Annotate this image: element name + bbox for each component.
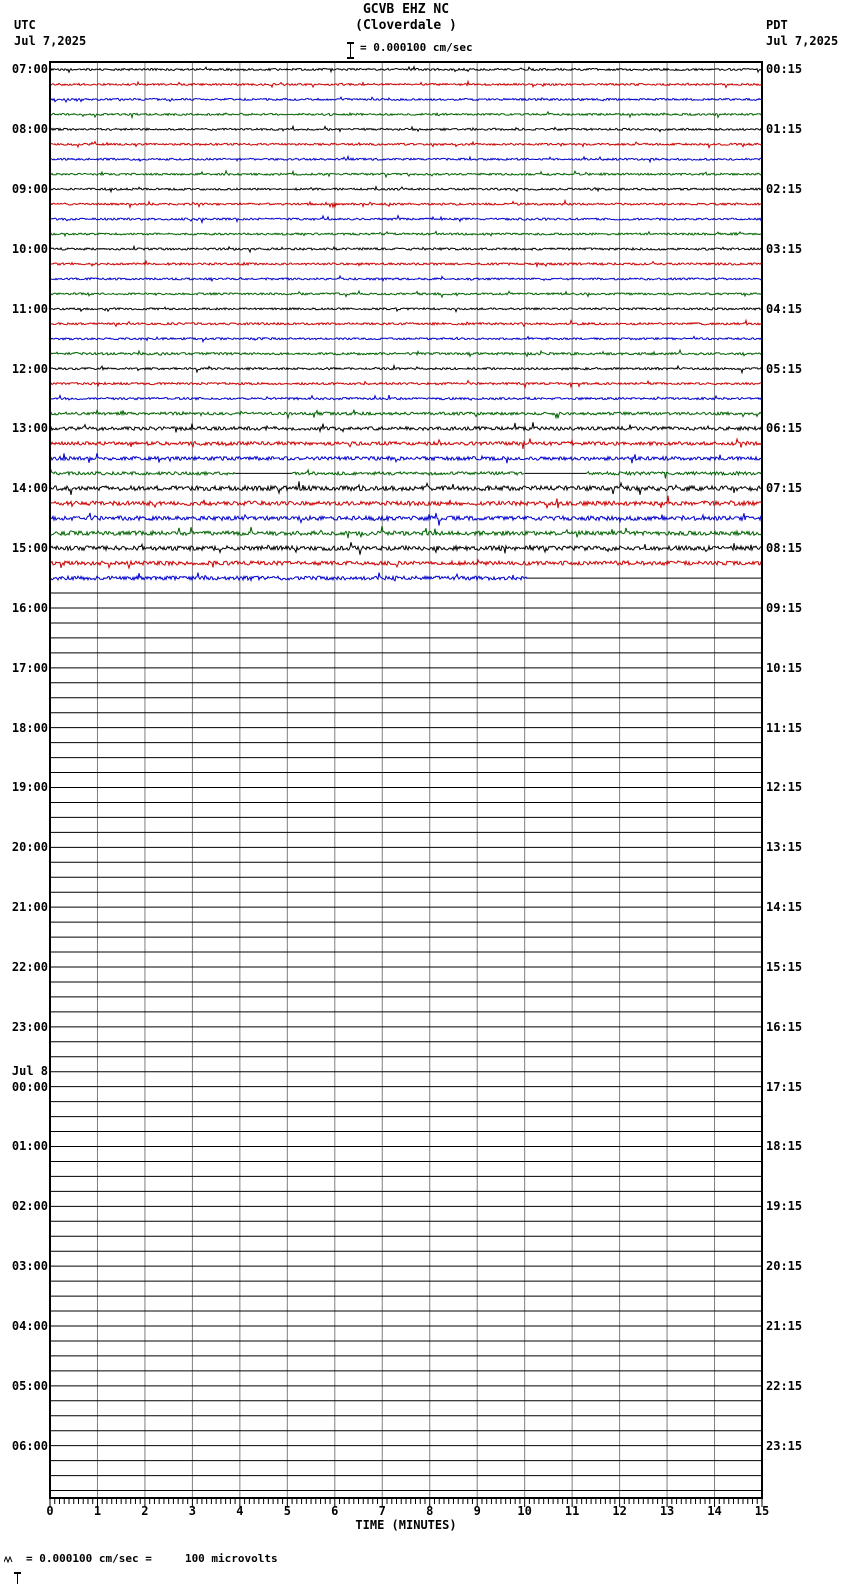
hour-label-right: 19:15 [766,1199,803,1214]
hour-label-right: 23:15 [766,1438,803,1453]
hour-label-right: 03:15 [766,241,803,256]
hour-label-right: 13:15 [766,840,803,855]
hour-label-left: 14:00 [11,481,48,496]
hour-label-left: 09:00 [11,182,48,197]
x-tick-label: 10 [517,1504,532,1518]
hour-label-right: 06:15 [766,421,803,436]
hour-label-left: 17:00 [11,660,48,675]
x-tick-label: 12 [612,1504,627,1518]
station-title: GCVB EHZ NC [362,2,450,17]
x-tick-label: 15 [754,1504,770,1518]
hour-label-left: 19:00 [11,780,48,795]
utc-label: UTC [14,18,36,32]
hour-label-left: 04:00 [11,1318,48,1333]
utc-date: Jul 7,2025 [14,34,87,48]
hour-label-left: 12:00 [11,361,48,376]
hour-label-left: 22:00 [11,959,48,974]
hour-label-right: 14:15 [766,900,803,915]
x-tick-label: 1 [93,1504,102,1518]
x-tick-label: 13 [659,1504,675,1518]
date-change-label: Jul 8 [11,1063,48,1078]
hour-label-left: 01:00 [11,1139,48,1154]
hour-label-right: 16:15 [766,1019,803,1034]
hour-label-left: 03:00 [11,1259,48,1274]
hour-label-left: 21:00 [11,900,48,915]
x-tick-label: 6 [331,1504,339,1518]
hour-label-left: 07:00 [11,62,48,77]
x-tick-label: 8 [426,1504,434,1518]
hour-label-right: 11:15 [766,720,803,735]
hour-label-left: 08:00 [11,122,48,137]
hour-label-right: 02:15 [766,182,803,197]
x-tick-label: 5 [283,1504,291,1518]
footer-note: = 0.000100 cm/sec = 100 microvolts [26,1552,278,1565]
hour-label-left: 05:00 [11,1378,48,1393]
hour-label-right: 08:15 [766,541,803,556]
hour-label-right: 01:15 [766,122,803,137]
hour-label-left: 13:00 [11,421,48,436]
hour-label-right: 12:15 [766,780,803,795]
hour-label-right: 00:15 [766,62,803,77]
hour-label-left: 16:00 [11,600,48,615]
hour-label-left: 00:00 [11,1079,48,1094]
hour-label-right: 09:15 [766,600,803,615]
pdt-label: PDT [766,18,788,32]
hour-label-left: 02:00 [11,1199,48,1214]
hour-label-left: 15:00 [11,541,48,556]
pdt-date: Jul 7,2025 [766,34,839,48]
x-tick-label: 11 [564,1504,580,1518]
hour-label-left: 06:00 [11,1438,48,1453]
x-tick-label: 0 [46,1504,54,1518]
hour-label-right: 20:15 [766,1259,803,1274]
hour-label-left: 23:00 [11,1019,48,1034]
location-subtitle: (Cloverdale ) [355,18,457,33]
x-tick-label: 14 [707,1504,722,1518]
hour-label-right: 07:15 [766,481,803,496]
x-tick-label: 7 [378,1504,386,1518]
footer-wave-icon [4,1556,14,1564]
hour-label-right: 21:15 [766,1318,803,1333]
hour-label-left: 10:00 [11,241,48,256]
x-tick-label: 3 [188,1504,196,1518]
hour-label-right: 15:15 [766,959,803,974]
hour-label-right: 18:15 [766,1139,803,1154]
scale-label: = 0.000100 cm/sec [360,41,473,54]
hour-label-right: 04:15 [766,301,803,316]
x-tick-label: 4 [236,1504,244,1518]
hour-label-left: 11:00 [11,301,48,316]
x-axis-title: TIME (MINUTES) [355,1518,457,1532]
hour-label-right: 05:15 [766,361,803,376]
footer-ibeam-icon [14,1572,21,1584]
x-tick-label: 9 [473,1504,481,1518]
hour-label-right: 17:15 [766,1079,803,1094]
hour-label-left: 18:00 [11,720,48,735]
hour-label-right: 22:15 [766,1378,803,1393]
x-tick-label: 2 [141,1504,149,1518]
hour-label-right: 10:15 [766,660,803,675]
hour-label-left: 20:00 [11,840,48,855]
